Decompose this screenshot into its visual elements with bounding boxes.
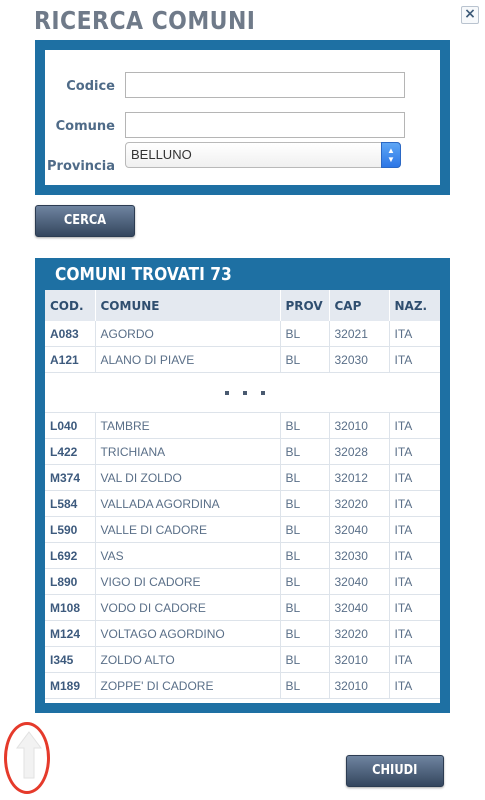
code-cell: L692 — [45, 543, 95, 569]
prov-cell: BL — [280, 569, 329, 595]
column-header[interactable]: COMUNE — [95, 290, 280, 321]
comune-cell: VAS — [95, 543, 280, 569]
prov-cell: BL — [280, 465, 329, 491]
code-cell: L422 — [45, 439, 95, 465]
provincia-selected-value: BELLUNO — [131, 147, 192, 162]
naz-cell: ITA — [389, 595, 440, 621]
prov-cell: BL — [280, 595, 329, 621]
prov-cell: BL — [280, 647, 329, 673]
code-cell: M189 — [45, 673, 95, 699]
cap-cell: 32010 — [329, 647, 389, 673]
table-row[interactable] — [45, 595, 440, 621]
cap-cell: 32012 — [329, 465, 389, 491]
comune-cell: VIGO DI CADORE — [95, 569, 280, 595]
table-header-row — [45, 290, 440, 321]
cap-cell: 32021 — [329, 321, 389, 347]
ellipsis-row — [45, 373, 440, 413]
prov-cell: BL — [280, 491, 329, 517]
table-row[interactable] — [45, 321, 440, 347]
prov-cell: BL — [280, 621, 329, 647]
table-row[interactable] — [45, 569, 440, 595]
code-input[interactable] — [125, 72, 405, 98]
prov-cell: BL — [280, 321, 329, 347]
table-row[interactable] — [45, 543, 440, 569]
prov-cell: BL — [280, 673, 329, 699]
naz-cell: ITA — [389, 647, 440, 673]
comune-cell: ZOLDO ALTO — [95, 647, 280, 673]
cap-cell: 32030 — [329, 543, 389, 569]
cap-cell: 32040 — [329, 517, 389, 543]
code-cell: A083 — [45, 321, 95, 347]
prov-cell: BL — [280, 439, 329, 465]
naz-cell: ITA — [389, 673, 440, 699]
code-cell: I345 — [45, 647, 95, 673]
table-row[interactable] — [45, 491, 440, 517]
cap-cell: 32010 — [329, 673, 389, 699]
cap-cell: 32040 — [329, 595, 389, 621]
prov-cell: BL — [280, 347, 329, 373]
page-title: RICERCA COMUNI — [34, 6, 256, 35]
close-button[interactable]: CHIUDI — [346, 755, 444, 787]
table-row[interactable] — [45, 621, 440, 647]
comune-cell: VALLADA AGORDINA — [95, 491, 280, 517]
naz-cell: ITA — [389, 543, 440, 569]
provincia-select[interactable] — [125, 142, 401, 168]
naz-cell: ITA — [389, 321, 440, 347]
provincia-label: Provincia — [47, 159, 115, 174]
comune-cell: VOLTAGO AGORDINO — [95, 621, 280, 647]
results-title: COMUNI TROVATI 73 — [55, 264, 232, 285]
results-panel — [35, 258, 450, 713]
naz-cell: ITA — [389, 413, 440, 439]
comune-cell: VALLE DI CADORE — [95, 517, 280, 543]
table-row[interactable] — [45, 413, 440, 439]
column-header[interactable]: PROV — [280, 290, 329, 321]
naz-cell: ITA — [389, 347, 440, 373]
comune-cell: ZOPPE' DI CADORE — [95, 673, 280, 699]
code-cell: M374 — [45, 465, 95, 491]
prov-cell: BL — [280, 543, 329, 569]
naz-cell: ITA — [389, 491, 440, 517]
search-form — [45, 50, 440, 185]
comune-cell: TRICHIANA — [95, 439, 280, 465]
table-row[interactable] — [45, 465, 440, 491]
ellipsis-icon — [218, 386, 272, 400]
cap-cell: 32028 — [329, 439, 389, 465]
code-cell: L584 — [45, 491, 95, 517]
cap-cell: 32010 — [329, 413, 389, 439]
column-header[interactable]: CAP — [329, 290, 389, 321]
close-icon[interactable]: × — [461, 6, 479, 24]
naz-cell: ITA — [389, 465, 440, 491]
naz-cell: ITA — [389, 569, 440, 595]
search-button[interactable]: CERCA — [35, 205, 135, 237]
column-header[interactable]: COD. — [45, 290, 95, 321]
naz-cell: ITA — [389, 439, 440, 465]
table-row[interactable] — [45, 517, 440, 543]
chevron-up-down-icon[interactable]: ▲ ▼ — [381, 142, 401, 168]
search-panel — [35, 40, 450, 195]
comune-cell: TAMBRE — [95, 413, 280, 439]
code-cell: L590 — [45, 517, 95, 543]
code-cell: M124 — [45, 621, 95, 647]
cap-cell: 32020 — [329, 621, 389, 647]
code-cell: L040 — [45, 413, 95, 439]
naz-cell: ITA — [389, 517, 440, 543]
code-cell: M108 — [45, 595, 95, 621]
comune-label: Comune — [55, 119, 115, 134]
comune-cell: ALANO DI PIAVE — [95, 347, 280, 373]
table-row[interactable] — [45, 647, 440, 673]
table-row[interactable] — [45, 347, 440, 373]
table-row[interactable] — [45, 439, 440, 465]
comune-input[interactable] — [125, 112, 405, 138]
table-row[interactable] — [45, 673, 440, 699]
code-cell: A121 — [45, 347, 95, 373]
arrow-up-icon[interactable] — [16, 730, 42, 780]
naz-cell: ITA — [389, 621, 440, 647]
results-table — [45, 290, 440, 699]
cap-cell: 32020 — [329, 491, 389, 517]
column-header[interactable]: NAZ. — [389, 290, 440, 321]
comune-cell: VODO DI CADORE — [95, 595, 280, 621]
code-label: Codice — [66, 79, 115, 94]
prov-cell: BL — [280, 517, 329, 543]
prov-cell: BL — [280, 413, 329, 439]
cap-cell: 32030 — [329, 347, 389, 373]
cap-cell: 32040 — [329, 569, 389, 595]
results-table-container — [45, 290, 440, 703]
comune-cell: VAL DI ZOLDO — [95, 465, 280, 491]
code-cell: L890 — [45, 569, 95, 595]
comune-cell: AGORDO — [95, 321, 280, 347]
ellipsis-cell — [45, 373, 440, 413]
